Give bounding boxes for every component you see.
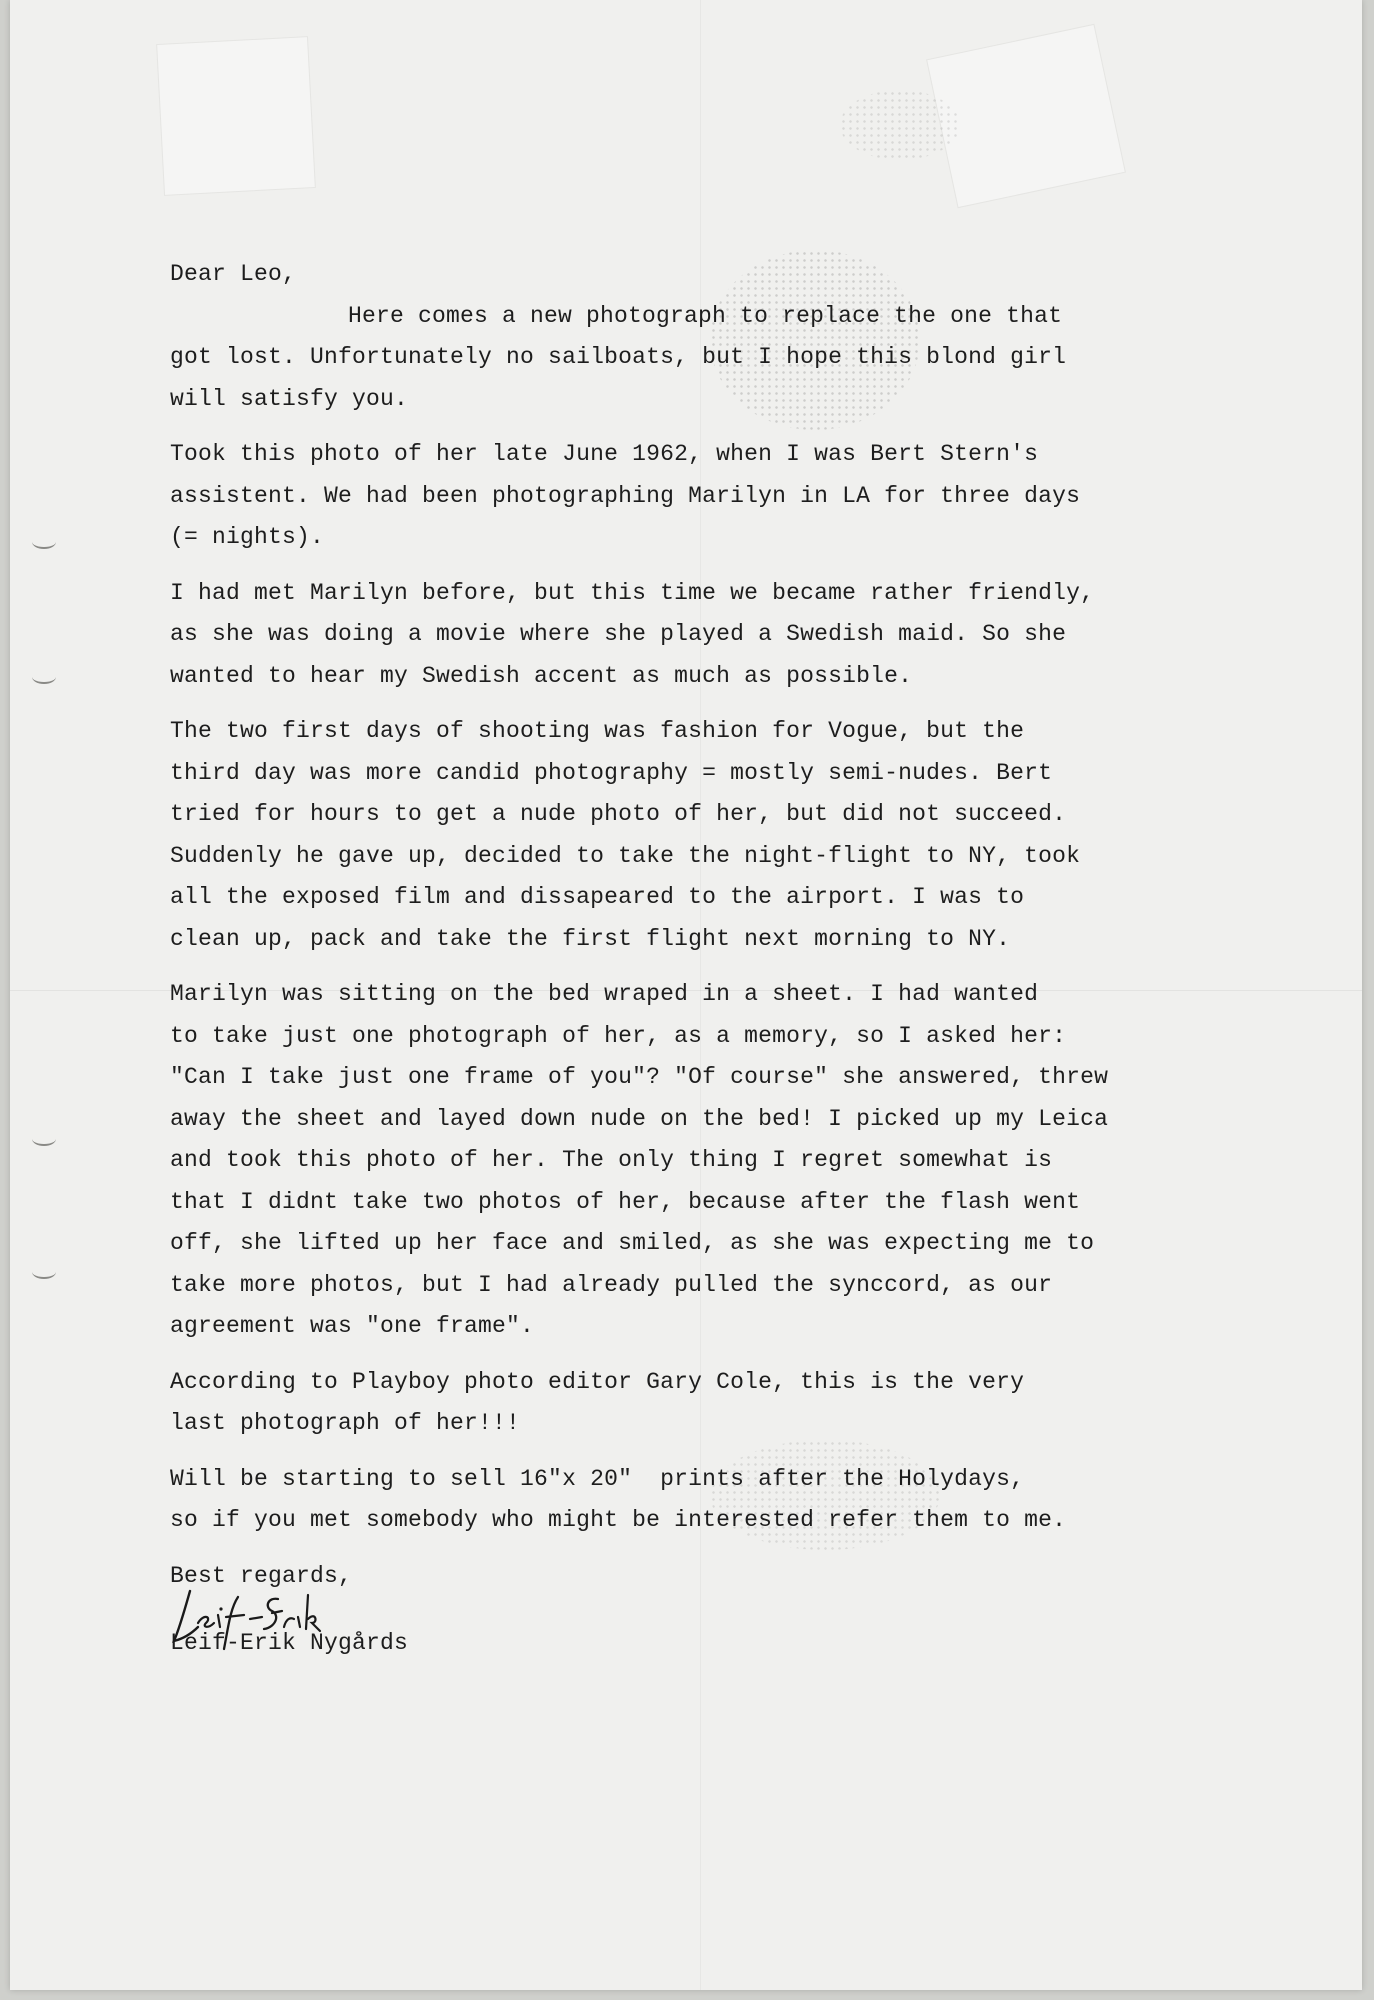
letter-body [170,254,1280,1665]
text-line: so if you met somebody who might be interested refer them to me. [170,1507,1067,1533]
text-line: I had met Marilyn before, but this time we became rather friendly, [170,579,1095,606]
text-line: got lost. Unfortunately no sailboats, but I hope this blond girl [170,344,1067,370]
text-line: off, she lifted up her face and smiled, as she was expecting me to [170,1230,1095,1256]
text-line: that I didnt take two photos of her, because after the flash went [170,1188,1081,1215]
binder-mark [32,1265,56,1279]
paragraph-4 [170,711,1280,960]
text-line: all the exposed film and dissapeared to the airport. I was to [170,884,1025,910]
closing: Best regards, [170,1562,353,1589]
text-line: According to Playboy photo editor Gary Cole, this is the very [170,1368,1025,1395]
text-line: away the sheet and layed down nude on the bed! I picked up my Leica [170,1105,1109,1132]
text-line: (= nights). [170,524,325,550]
handwritten-signature [170,1589,1280,1651]
text-line: Here comes a new photograph to replace the one that [348,302,1063,329]
text-line: wanted to hear my Swedish accent as much as possible. [170,662,913,689]
text-line: Will be starting to sell 16"x 20" prints after the Holydays, [170,1465,1025,1492]
text-line: The two first days of shooting was fashion for Vogue, but the [170,718,1025,744]
paragraph-1 [170,296,1280,421]
text-line: will satisfy you. [170,385,409,412]
text-line: Marilyn was sitting on the bed wraped in a sheet. I had wanted [170,981,1039,1007]
text-line: and took this photo of her. The only thing I regret somewhat is [170,1147,1053,1173]
salutation: Dear Leo, [170,261,297,287]
text-line: Took this photo of her late June 1962, when I was Bert Stern's [170,441,1039,467]
text-line: clean up, pack and take the first flight next morning to NY. [170,925,1011,952]
text-line: third day was more candid photography = mostly semi-nudes. Bert [170,759,1053,786]
tape-mark-left [156,36,316,196]
paragraph-3 [170,573,1280,698]
text-line: Suddenly he gave up, decided to take the night-flight to NY, took [170,842,1081,869]
text-line: assistent. We had been photographing Marilyn in LA for three days [170,482,1081,509]
text-line: agreement was "one frame". [170,1313,535,1339]
binder-mark [32,670,56,684]
text-line: as she was doing a movie where she played a Swedish maid. So she [170,621,1067,647]
letter-sheet [10,0,1362,1990]
binder-mark [32,535,56,549]
paragraph-2 [170,434,1280,559]
paragraph-6 [170,1362,1280,1445]
text-line: tried for hours to get a nude photo of her, but did not succeed. [170,801,1067,827]
signed-name: Leif-Erik Nygårds [170,1630,409,1656]
text-line: "Can I take just one frame of you"? "Of course" she answered, threw [170,1064,1109,1090]
binder-mark [32,1132,56,1146]
text-line: last photograph of her!!! [170,1410,521,1436]
text-line: take more photos, but I had already pulled the synccord, as our [170,1271,1053,1298]
toner-speckle [840,90,960,160]
signature-icon [168,1583,338,1653]
text-line: to take just one photograph of her, as a memory, so I asked her: [170,1022,1067,1049]
paragraph-7 [170,1459,1280,1542]
paragraph-5 [170,974,1280,1348]
